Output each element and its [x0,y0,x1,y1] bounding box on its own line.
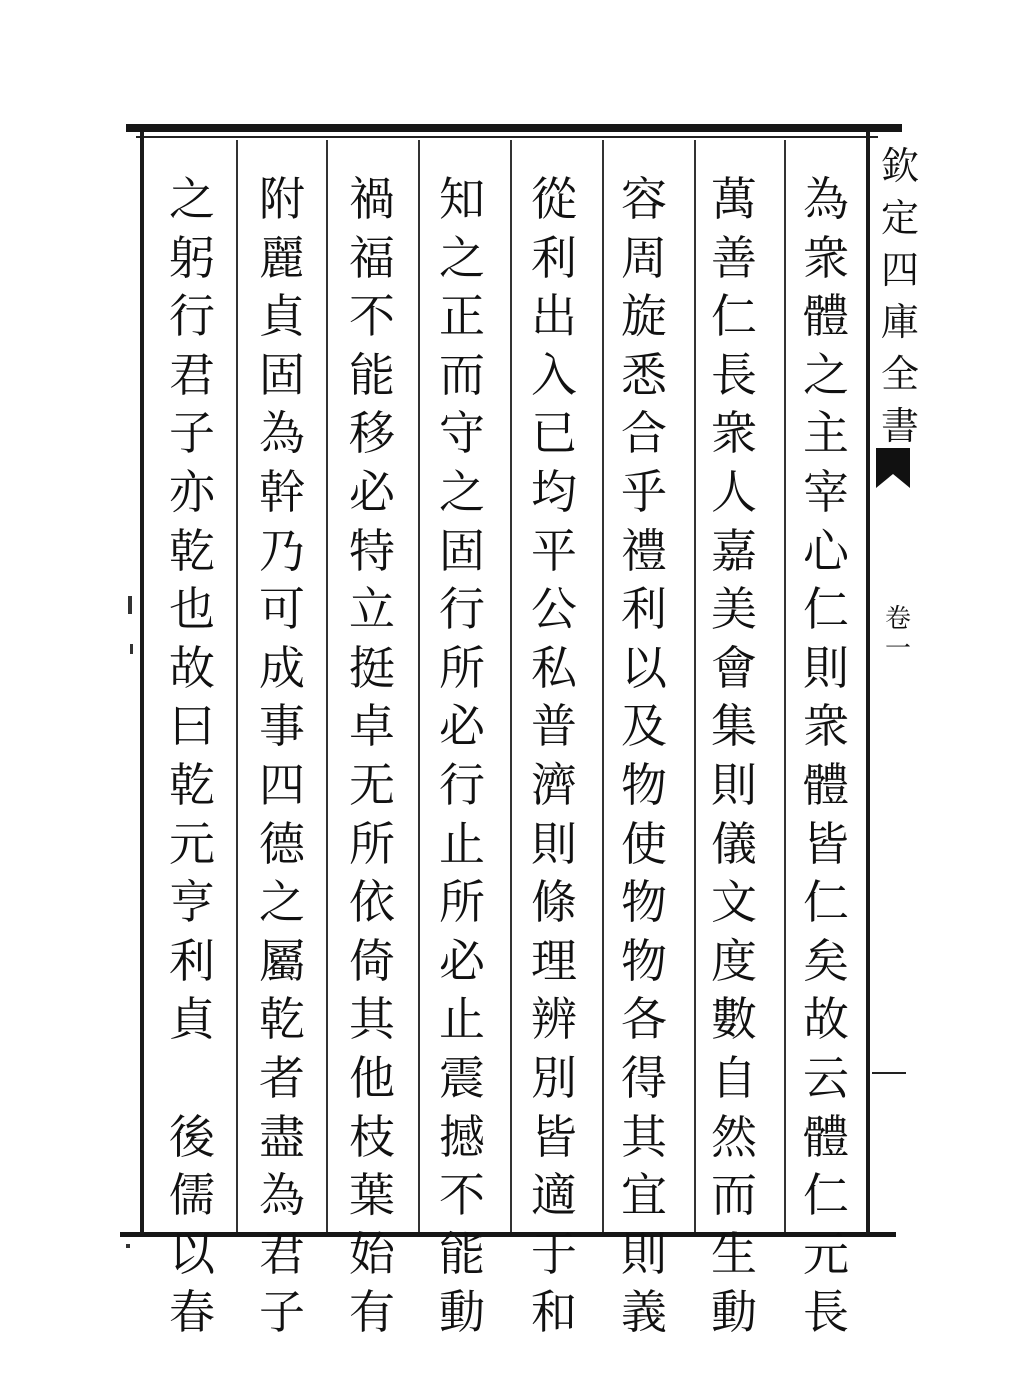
text-column-7: 附 麗 貞 固 為 幹 乃 可 成 事 四 德 之 屬 乾 者 盡 為 君 子 [259,172,305,1340]
bottom-border [120,1232,896,1237]
text-column-1: 為 衆 體 之 主 宰 心 仁 則 衆 體 皆 仁 矣 故 云 體 仁 元 長 [803,172,849,1340]
text-column-5: 知 之 正 而 守 之 固 行 所 必 行 止 所 必 止 震 撼 不 能 動 [439,172,485,1340]
fishtail-mark-icon [876,448,910,488]
column-divider [236,140,238,1232]
ink-speck [130,644,133,654]
text-column-6: 禍 福 不 能 移 必 特 立 挺 卓 无 所 依 倚 其 他 枝 葉 始 有 [349,172,395,1340]
top-border-thin [136,136,878,138]
text-column-4: 從 利 出 入 已 均 平 公 私 普 濟 則 條 理 辨 別 皆 適 于 和 [531,172,577,1340]
margin-title: 欽 定 四 庫 全 書 [880,144,919,448]
text-column-2: 萬 善 仁 長 衆 人 嘉 美 會 集 則 儀 文 度 數 自 然 而 生 動 [711,172,757,1340]
ink-speck [126,1244,130,1248]
text-column-8: 之 躬 行 君 子 亦 乾 也 故 曰 乾 元 亨 利 貞 後 儒 以 春 [169,172,215,1340]
text-column-3: 容 周 旋 悉 合 乎 禮 利 以 及 物 使 物 物 各 得 其 宜 則 義 [621,172,667,1340]
ink-speck [128,596,132,614]
column-divider [326,140,328,1232]
margin-juan-label: 卷 一 [884,604,911,664]
left-border [140,132,144,1234]
margin-line [872,1072,906,1074]
top-border-thick [126,124,902,132]
